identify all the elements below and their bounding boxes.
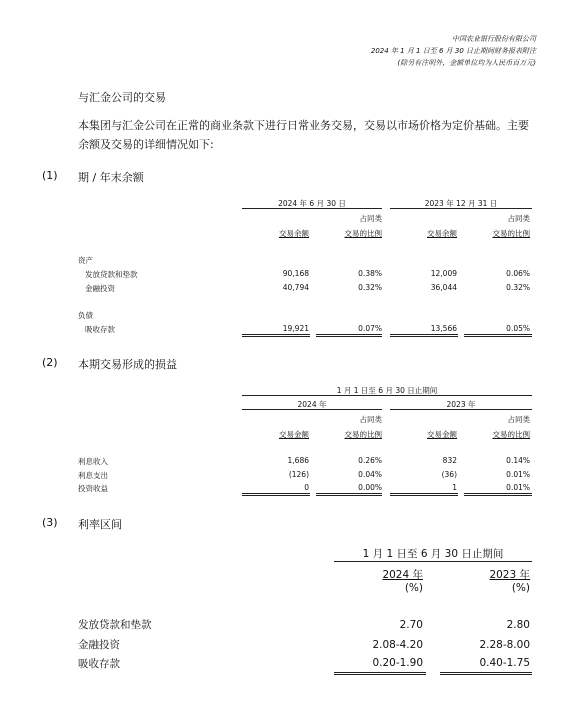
s1-rule-2024: [242, 208, 382, 209]
s1-row-ratio: 0.07%: [358, 324, 382, 333]
s3-row-value: 2.80: [506, 619, 530, 631]
s2-row-label: 利息支出: [78, 471, 108, 480]
s1-row-value: 13,566: [430, 324, 457, 333]
s2-row-value: 832: [442, 456, 457, 465]
s2-row-ratio: 0.14%: [506, 456, 530, 465]
s2-row-label: 投资收益: [78, 484, 108, 493]
s1-row-value: 40,794: [282, 283, 309, 292]
s3-row-value: 0.20-1.90: [372, 657, 423, 669]
s1-ratio-a-2: 占同类: [507, 214, 530, 223]
s1-ratio-b-2: 交易的比例: [492, 229, 530, 238]
s3-period-rule: [334, 561, 532, 562]
s1-row-label: 发放贷款和垫款: [85, 270, 138, 279]
s2-col-amount-2: 交易金额: [427, 430, 457, 439]
total-double-rule: [390, 493, 458, 496]
s2-row-value: (36): [441, 470, 457, 479]
s2-ratio-a-2: 占同类: [507, 415, 530, 424]
s1-rule-2023: [390, 208, 532, 209]
s2-ratio-b-1: 交易的比例: [344, 430, 382, 439]
s2-year-2024: 2024 年: [297, 400, 327, 409]
s2-row-ratio: 0.04%: [358, 470, 382, 479]
s2-row-value: 1,686: [287, 456, 309, 465]
s3-row-value: 2.08-4.20: [372, 639, 423, 651]
s3-row-label: 吸收存款: [78, 658, 120, 670]
section-2-title: 本期交易形成的损益: [78, 358, 177, 371]
s1-col-balance-2: 交易余额: [427, 229, 457, 238]
s2-row-label: 利息收入: [78, 457, 108, 466]
header-company: 中国农业银行股份有限公司: [452, 35, 536, 43]
s2-ratio-b-2: 交易的比例: [492, 430, 530, 439]
s3-unit-2023: (%): [511, 582, 530, 594]
s3-unit-2024: (%): [404, 582, 423, 594]
s2-row-ratio: 0.01%: [506, 483, 530, 492]
s1-row-value: 36,044: [430, 283, 457, 292]
s3-year-2023: 2023 年: [489, 569, 530, 581]
total-double-rule: [242, 493, 310, 496]
s3-row-label: 发放贷款和垫款: [78, 619, 152, 631]
s1-row-value: 12,009: [430, 269, 457, 278]
total-double-rule: [390, 334, 458, 337]
s2-period: 1 月 1 日至 6 月 30 日止期间: [336, 386, 438, 395]
s1-row-ratio: 0.05%: [506, 324, 530, 333]
s2-col-amount-1: 交易金额: [279, 430, 309, 439]
s2-row-ratio: 0.26%: [358, 456, 382, 465]
section-3-number: (3): [42, 516, 58, 529]
s3-row-value: 0.40-1.75: [479, 657, 530, 669]
s1-row-value: 90,168: [282, 269, 309, 278]
s1-row-label: 吸收存款: [85, 325, 115, 334]
total-double-rule: [464, 493, 532, 496]
section-1-title: 期 / 年末余额: [78, 171, 144, 184]
s1-row-ratio: 0.06%: [506, 269, 530, 278]
s2-row-ratio: 0.00%: [358, 483, 382, 492]
total-double-rule: [464, 334, 532, 337]
s2-rule-2023: [390, 409, 532, 410]
s1-date-2024: 2024 年 6 月 30 日: [278, 199, 346, 208]
intro-line-2: 余额及交易的详细情况如下:: [78, 138, 214, 151]
s2-ratio-a-1: 占同类: [359, 415, 382, 424]
s1-ratio-a-1: 占同类: [359, 214, 382, 223]
section-1-number: (1): [42, 169, 58, 182]
s1-row-ratio: 0.32%: [506, 283, 530, 292]
total-double-rule: [440, 672, 532, 675]
s3-period: 1 月 1 日至 6 月 30 日止期间: [362, 548, 504, 560]
total-double-rule: [334, 672, 426, 675]
s1-row-ratio: 0.38%: [358, 269, 382, 278]
s2-year-2023: 2023 年: [446, 400, 476, 409]
s2-rule-2024: [242, 409, 382, 410]
s1-row-ratio: 0.32%: [358, 283, 382, 292]
section-3-title: 利率区间: [78, 518, 122, 531]
header-unit-note: (除另有注明外，金额单位均为人民币百万元): [397, 59, 536, 67]
section-2-number: (2): [42, 356, 58, 369]
header-report-title: 2024 年 1 月 1 日至 6 月 30 日止期间财务报表附注: [370, 47, 536, 55]
section-title: 与汇金公司的交易: [78, 91, 166, 104]
total-double-rule: [242, 334, 310, 337]
intro-line-1: 本集团与汇金公司在正常的商业条款下进行日常业务交易，交易以市场价格为定价基础。主要: [78, 119, 529, 132]
s1-col-balance-1: 交易余额: [279, 229, 309, 238]
s1-assets-heading: 资产: [78, 256, 93, 265]
s2-row-value: 1: [452, 483, 457, 492]
s1-row-value: 19,921: [282, 324, 309, 333]
s2-row-ratio: 0.01%: [506, 470, 530, 479]
total-double-rule: [316, 334, 382, 337]
s1-row-label: 金融投资: [85, 284, 115, 293]
s2-row-value: (126): [288, 470, 309, 479]
s2-period-rule: [242, 395, 532, 396]
s3-year-2024: 2024 年: [382, 569, 423, 581]
s1-liabilities-heading: 负债: [78, 311, 93, 320]
s3-row-value: 2.28-8.00: [479, 639, 530, 651]
s1-date-2023: 2023 年 12 月 31 日: [424, 199, 498, 208]
s3-row-value: 2.70: [399, 619, 423, 631]
total-double-rule: [316, 493, 382, 496]
s3-row-label: 金融投资: [78, 639, 120, 651]
s2-row-value: 0: [304, 483, 309, 492]
s1-ratio-b-1: 交易的比例: [344, 229, 382, 238]
